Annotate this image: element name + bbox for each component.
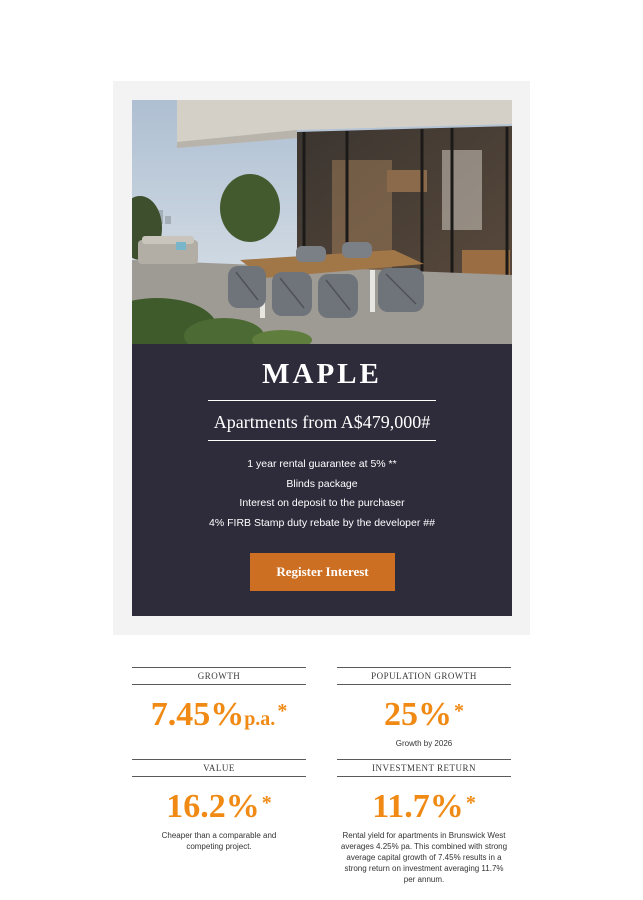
features-list xyxy=(132,455,512,533)
stat-growth xyxy=(132,667,306,739)
stat-label: INVESTMENT RETURN xyxy=(337,759,511,777)
stat-asterisk: * xyxy=(465,792,476,814)
project-title: MAPLE xyxy=(262,358,382,390)
terrace-photo xyxy=(132,100,512,344)
stat-number: 11.7% xyxy=(372,788,464,825)
price-divider xyxy=(208,440,436,441)
project-panel xyxy=(132,344,512,616)
stat-description: Rental yield for apartments in Brunswick West averages 4.25% pa. This combined with strong average capital growth of 7.45% results in a strong return on investment averaging 11.7% per annum. xyxy=(340,831,508,884)
stat-suffix: p.a. xyxy=(244,708,276,730)
stat-description: Growth by 2026 xyxy=(395,739,453,748)
stat-asterisk: * xyxy=(261,792,272,814)
stat-investment-return xyxy=(337,759,511,885)
feature-item: 4% FIRB Stamp duty rebate by the developer ## xyxy=(209,516,435,529)
stat-population-growth xyxy=(337,667,511,749)
stat-value-block xyxy=(132,759,306,852)
feature-item: Blinds package xyxy=(286,477,358,490)
stat-value xyxy=(132,783,306,827)
stat-asterisk: * xyxy=(277,700,288,722)
stat-number: 16.2% xyxy=(166,788,260,825)
stat-value xyxy=(337,691,511,735)
stat-value xyxy=(337,783,511,827)
stat-number: 25% xyxy=(384,696,452,733)
title-divider xyxy=(208,400,436,401)
promo-card xyxy=(113,81,530,635)
stat-asterisk: * xyxy=(454,700,464,722)
stat-label: GROWTH xyxy=(132,667,306,685)
price-line: Apartments from A$479,000# xyxy=(213,412,431,432)
stat-description: Cheaper than a comparable and competing project. xyxy=(161,831,277,851)
stat-label: VALUE xyxy=(132,759,306,777)
stat-value xyxy=(132,691,306,739)
stat-number: 7.45% xyxy=(150,696,245,733)
stat-label: POPULATION GROWTH xyxy=(337,667,511,685)
register-interest-button[interactable]: Register Interest xyxy=(250,553,395,591)
hero-image xyxy=(132,100,512,344)
feature-item: Interest on deposit to the purchaser xyxy=(239,497,405,509)
feature-item: 1 year rental guarantee at 5% ** xyxy=(247,458,397,470)
